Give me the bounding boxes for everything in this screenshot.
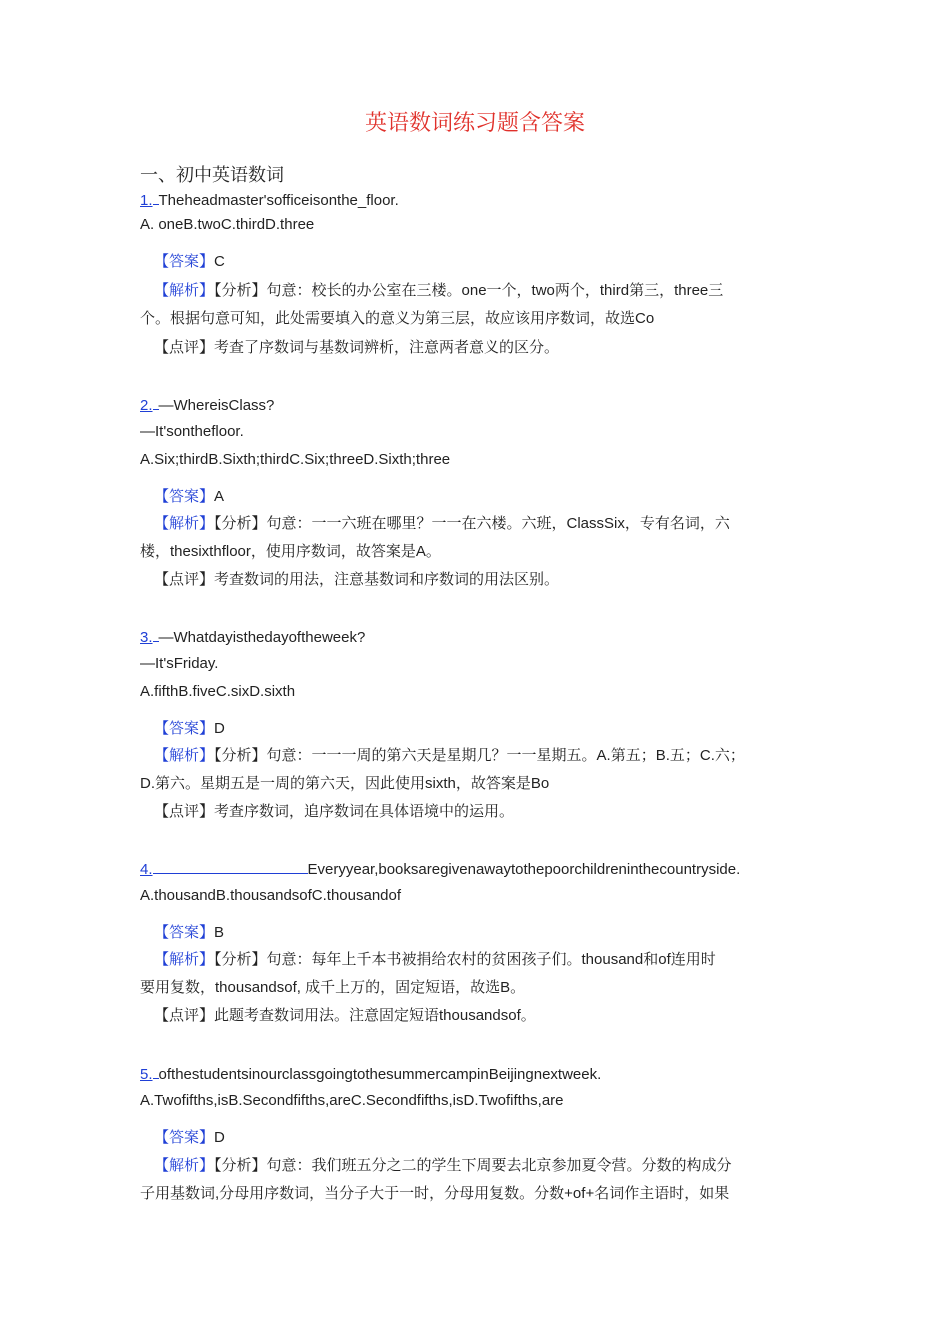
question-3-options: A.fifthB.fiveC.sixD.sixth xyxy=(140,683,296,700)
question-4-answer xyxy=(154,921,224,942)
question-5-answer xyxy=(154,1126,225,1147)
question-2-options: A.Six;thirdB.Sixth;thirdC.Six;threeD.Sixth;three xyxy=(140,451,451,468)
analysis-text: 【分析】句意：一一六班在哪里？一一在六楼。六班，ClassSix，专有名词，六 xyxy=(214,515,730,532)
analysis-tag: 【解析】 xyxy=(154,747,215,764)
question-1-analysis-cont: 个。根据句意可知，此处需要填入的意义为第三层，故应该用序数词，故选Co xyxy=(140,310,655,327)
question-text: Everyyear,booksaregivenawaytothepoorchildreninthecountryside. xyxy=(307,861,741,878)
question-5-options: A.Twofifths,isB.Secondfifths,areC.Secondfifths,isD.Twofifths,are xyxy=(140,1092,564,1109)
answer-value: D xyxy=(214,1129,225,1146)
analysis-text: 【分析】句意：校长的办公室在三楼。one一个，two两个，third第三，three三 xyxy=(214,282,724,299)
question-3-analysis xyxy=(154,744,745,765)
answer-tag: 【答案】 xyxy=(154,924,215,941)
answer-blank[interactable] xyxy=(153,859,308,874)
question-2-answer xyxy=(154,485,224,506)
question-3-comment: 【点评】考查序数词，追序数词在具体语境中的运用。 xyxy=(154,803,515,820)
question-3-stem-2: —It'sFriday. xyxy=(140,655,219,672)
question-number[interactable]: 1. xyxy=(140,192,153,209)
question-text: —WhereisClass? xyxy=(158,397,275,414)
question-1-comment: 【点评】考查了序数词与基数词辨析，注意两者意义的区分。 xyxy=(154,339,560,356)
section-heading: 一、初中英语数词 xyxy=(140,165,284,186)
question-4-options: A.thousandB.thousandsofC.thousandof xyxy=(140,887,402,904)
question-number[interactable]: 4. xyxy=(140,861,153,878)
question-2-analysis-cont: 楼，thesixthfloor，使用序数词，故答案是A。 xyxy=(140,543,441,560)
question-4-analysis xyxy=(154,948,716,969)
analysis-tag: 【解析】 xyxy=(154,282,215,299)
question-text: —Whatdayisthedayoftheweek? xyxy=(158,629,366,646)
analysis-text: 【分析】句意：我们班五分之二的学生下周要去北京参加夏令营。分数的构成分 xyxy=(214,1157,732,1174)
answer-tag: 【答案】 xyxy=(154,720,215,737)
question-5-analysis xyxy=(154,1154,732,1175)
question-number[interactable]: 2. xyxy=(140,397,153,414)
analysis-tag: 【解析】 xyxy=(154,951,215,968)
analysis-tag: 【解析】 xyxy=(154,1157,215,1174)
question-text: ofthestudentsinourclassgoingtothesummercampinBeijingnextweek. xyxy=(158,1066,602,1083)
question-text: Theheadmaster'sofficeisonthe_floor. xyxy=(158,192,399,209)
answer-value: D xyxy=(214,720,225,737)
answer-tag: 【答案】 xyxy=(154,253,215,270)
question-4-stem xyxy=(140,859,740,878)
question-5-analysis-cont: 子用基数词,分母用序数词，当分子大于一时，分母用复数。分数+of+名词作主语时，如果 xyxy=(140,1185,730,1202)
page-title: 英语数词练习题含答案 xyxy=(364,111,585,136)
question-3-stem xyxy=(140,627,365,646)
question-4-analysis-cont: 要用复数，thousandsof, 成千上万的，固定短语，故选B。 xyxy=(140,979,526,996)
question-1-answer xyxy=(154,250,225,271)
question-number[interactable]: 3. xyxy=(140,629,153,646)
question-3-answer xyxy=(154,717,225,738)
analysis-tag: 【解析】 xyxy=(154,515,215,532)
question-2-comment: 【点评】考查数词的用法，注意基数词和序数词的用法区别。 xyxy=(154,571,560,588)
answer-tag: 【答案】 xyxy=(154,488,215,505)
answer-value: C xyxy=(214,253,225,270)
answer-value: B xyxy=(214,924,225,941)
question-number[interactable]: 5. xyxy=(140,1066,153,1083)
question-1-analysis xyxy=(154,279,723,300)
analysis-text: 【分析】句意：一一一周的第六天是星期几？一一星期五。A.第五；B.五；C.六； xyxy=(214,747,745,764)
question-2-analysis xyxy=(154,512,730,533)
question-4-comment: 【点评】此题考查数词用法。注意固定短语thousandsof。 xyxy=(154,1007,536,1024)
answer-tag: 【答案】 xyxy=(154,1129,215,1146)
question-2-stem xyxy=(140,395,274,414)
question-1-options: A. oneB.twoC.thirdD.three xyxy=(140,216,315,233)
analysis-text: 【分析】句意：每年上千本书被捐给农村的贫困孩子们。thousand和of连用时 xyxy=(214,951,716,968)
question-3-analysis-cont: D.第六。星期五是一周的第六天，因此使用sixth，故答案是Bo xyxy=(140,775,550,792)
question-1-stem xyxy=(140,190,399,209)
question-2-stem-2: —It'sonthefloor. xyxy=(140,423,244,440)
answer-value: A xyxy=(214,488,225,505)
question-5-stem xyxy=(140,1064,601,1083)
